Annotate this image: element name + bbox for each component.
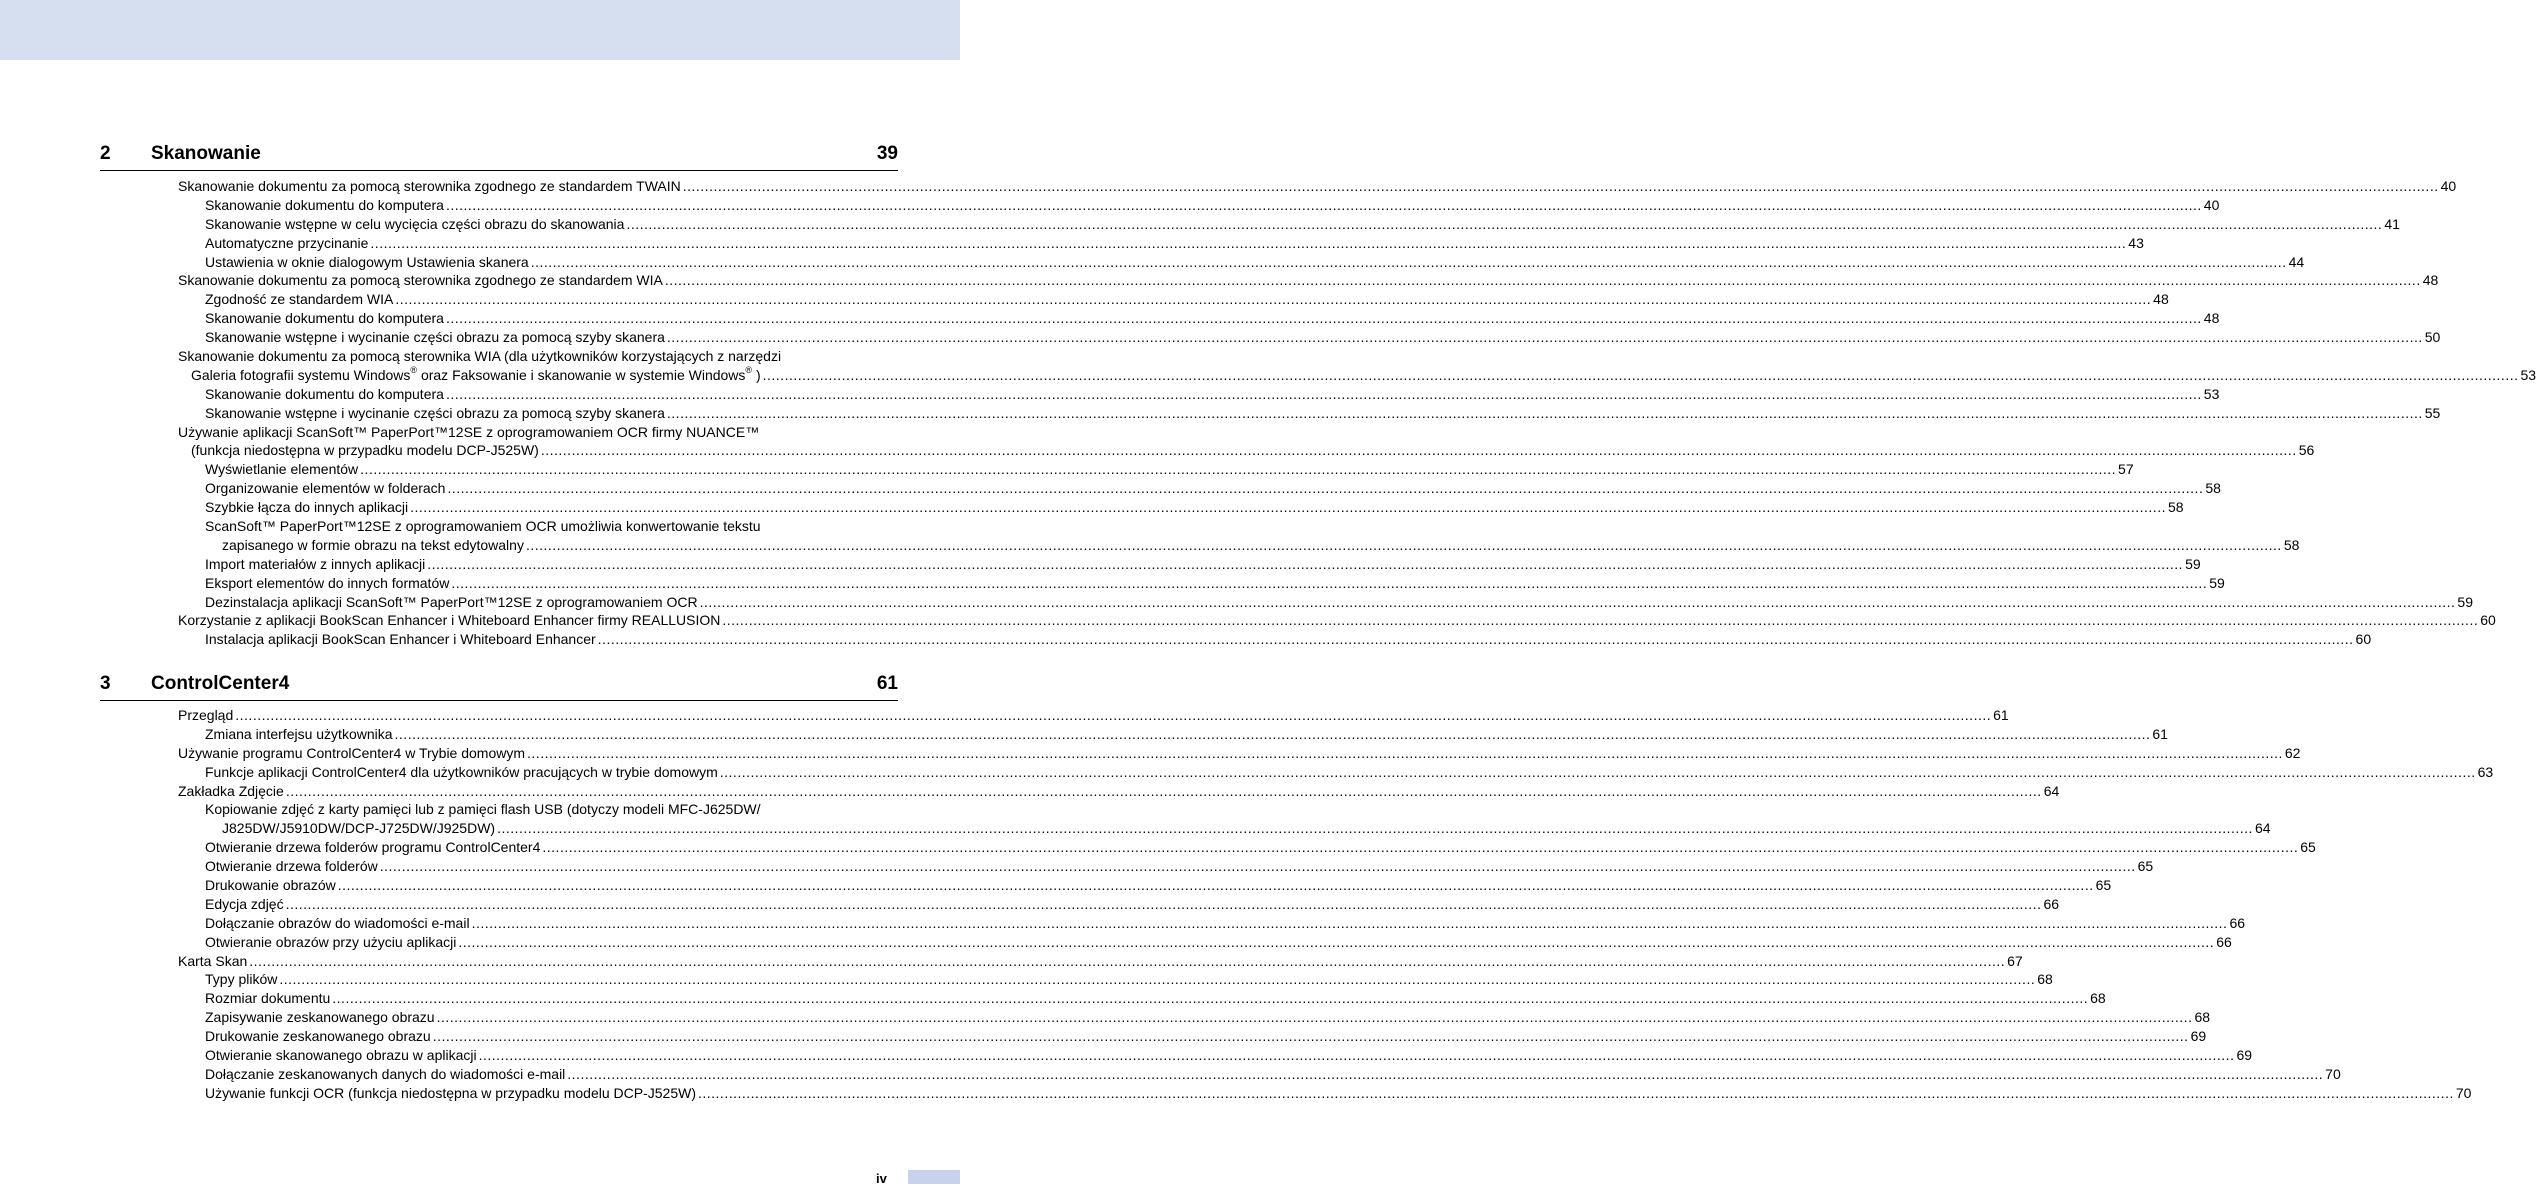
toc-entry[interactable] bbox=[0, 215, 2400, 234]
toc-entry-title: Drukowanie zeskanowanego obrazu bbox=[205, 1028, 431, 1045]
dot-leader: ................................................................................................................................................................................................................................................................................................................................................................................................................ bbox=[436, 1009, 2193, 1026]
dot-leader: ................................................................................................................................................................................................................................................................................................................................................................................................................ bbox=[285, 782, 2042, 799]
toc-entry[interactable] bbox=[0, 1065, 2341, 1084]
toc-entry-text: ) bbox=[752, 366, 761, 383]
toc-entry-page: 65 bbox=[2137, 858, 2154, 875]
toc-entry-page: 59 bbox=[2457, 593, 2473, 610]
toc-entry-page: 53 bbox=[2203, 385, 2220, 402]
dot-leader: ................................................................................................................................................................................................................................................................................................................................................................................................................ bbox=[447, 480, 2204, 497]
toc-entry-title: J825DW/J5910DW/DCP-J725DW/J925DW) bbox=[222, 820, 496, 837]
dot-leader: ................................................................................................................................................................................................................................................................................................................................................................................................................ bbox=[279, 971, 2036, 988]
toc-entry-text: oraz Faksowanie i skanowanie w systemie Windows bbox=[417, 366, 746, 383]
dot-leader: ................................................................................................................................................................................................................................................................................................................................................................................................................ bbox=[597, 631, 2354, 648]
toc-entry-page: 48 bbox=[2203, 310, 2220, 327]
dot-leader: ................................................................................................................................................................................................................................................................................................................................................................................................................ bbox=[540, 442, 2297, 459]
toc-entry-title: Funkcje aplikacji ControlCenter4 dla użytkowników pracujących w trybie domowym bbox=[205, 763, 718, 780]
toc-entry[interactable] bbox=[0, 328, 2441, 347]
chapter-title: Skanowanie bbox=[151, 143, 261, 164]
toc-entry-title: Dołączanie zeskanowanych danych do wiadomości e-mail bbox=[205, 1065, 566, 1082]
toc-entry-title: Używanie programu ControlCenter4 w Trybie domowym bbox=[178, 744, 526, 761]
toc-entry[interactable] bbox=[0, 1027, 2207, 1046]
dot-leader: ................................................................................................................................................................................................................................................................................................................................................................................................................ bbox=[626, 215, 2383, 232]
toc-entry-page: 66 bbox=[2043, 895, 2060, 912]
chapter-heading[interactable] bbox=[100, 672, 898, 696]
toc-entry[interactable] bbox=[0, 800, 898, 819]
toc-entry[interactable] bbox=[0, 196, 2220, 215]
toc-entry[interactable] bbox=[0, 933, 2232, 952]
toc-entry[interactable] bbox=[0, 555, 2201, 574]
toc-entry-page: 68 bbox=[2037, 971, 2053, 988]
toc-entry-page: 41 bbox=[2384, 215, 2400, 232]
toc-entry-page: 59 bbox=[2209, 574, 2225, 591]
chapter-rule bbox=[100, 170, 898, 171]
toc-entry-title: zapisanego w formie obrazu na tekst edytowalny bbox=[222, 536, 524, 553]
dot-leader: ................................................................................................................................................................................................................................................................................................................................................................................................................ bbox=[458, 933, 2215, 950]
toc-entry-page: 61 bbox=[1993, 706, 2009, 723]
toc-entry[interactable] bbox=[0, 498, 2184, 517]
toc-entry[interactable] bbox=[0, 970, 2053, 989]
toc-entry[interactable] bbox=[0, 365, 2536, 385]
dot-leader: ................................................................................................................................................................................................................................................................................................................................................................................................................ bbox=[451, 574, 2208, 591]
toc-entry[interactable] bbox=[0, 404, 2441, 423]
toc-entry-page: 40 bbox=[2203, 196, 2220, 213]
toc-entry[interactable] bbox=[0, 725, 2168, 744]
toc-entry-title: Wyświetlanie elementów bbox=[205, 461, 359, 478]
toc-entry[interactable] bbox=[0, 1008, 2211, 1027]
toc-entry-title: Dezinstalacja aplikacji ScanSoft™ PaperPort™12SE z oprogramowaniem OCR bbox=[205, 593, 698, 610]
toc-entry-page: 60 bbox=[2355, 631, 2372, 648]
dot-leader: ................................................................................................................................................................................................................................................................................................................................................................................................................ bbox=[445, 196, 2202, 213]
dot-leader: ................................................................................................................................................................................................................................................................................................................................................................................................................ bbox=[567, 1065, 2324, 1082]
toc-entry-title: Skanowanie wstępne w celu wycięcia części obrazu do skanowania bbox=[205, 215, 625, 232]
toc-entry[interactable] bbox=[0, 423, 898, 442]
toc-entry-title: (funkcja niedostępna w przypadku modelu DCP-J525W) bbox=[191, 442, 539, 459]
toc-entry-title: Otwieranie drzewa folderów programu ControlCenter4 bbox=[205, 839, 541, 856]
toc-entry-title: Kopiowanie zdjęć z karty pamięci lub z pamięci flash USB (dotyczy modeli MFC-J625DW/ bbox=[205, 801, 761, 818]
toc-entry-title: Eksport elementów do innych formatów bbox=[205, 574, 450, 591]
toc-entry-title: ScanSoft™ PaperPort™12SE z oprogramowaniem OCR umożliwia konwertowanie tekstu bbox=[205, 518, 761, 535]
toc-entry[interactable] bbox=[0, 876, 2112, 895]
toc-entry-page: 63 bbox=[2477, 763, 2494, 780]
toc-entry-title: Otwieranie obrazów przy użyciu aplikacji bbox=[205, 933, 457, 950]
toc-entry-page: 55 bbox=[2424, 404, 2441, 421]
toc-entry-title: Automatyczne przycinanie bbox=[205, 234, 369, 251]
toc-entry[interactable] bbox=[0, 234, 2144, 253]
toc-entry-title: Karta Skan bbox=[178, 952, 248, 969]
toc-entry[interactable] bbox=[0, 177, 2457, 196]
chapter-number: 2 bbox=[100, 143, 111, 164]
toc-entry[interactable] bbox=[0, 763, 2494, 782]
toc-entry[interactable] bbox=[0, 253, 2305, 272]
toc-entry-page: 65 bbox=[2095, 877, 2112, 893]
toc-entry[interactable] bbox=[0, 441, 2315, 460]
dot-leader: ................................................................................................................................................................................................................................................................................................................................................................................................................ bbox=[762, 366, 2519, 383]
toc-entry-page: 48 bbox=[2153, 291, 2169, 308]
toc-entry-title: Skanowanie dokumentu za pomocą sterownika zgodnego ze standardem WIA bbox=[178, 272, 663, 289]
toc-entry-page: 43 bbox=[2128, 234, 2144, 251]
dot-leader: ................................................................................................................................................................................................................................................................................................................................................................................................................ bbox=[395, 291, 2152, 308]
dot-leader: ................................................................................................................................................................................................................................................................................................................................................................................................................ bbox=[445, 310, 2202, 327]
chapter-heading[interactable] bbox=[100, 142, 898, 166]
toc-entry-page: 66 bbox=[2229, 914, 2246, 931]
dot-leader: ................................................................................................................................................................................................................................................................................................................................................................................................................ bbox=[445, 385, 2202, 402]
dot-leader: ................................................................................................................................................................................................................................................................................................................................................................................................................ bbox=[394, 725, 2151, 742]
dot-leader: ................................................................................................................................................................................................................................................................................................................................................................................................................ bbox=[525, 536, 2282, 553]
toc-entry-title: Korzystanie z aplikacji BookScan Enhancer i Whiteboard Enhancer firmy REALLUSION bbox=[178, 612, 721, 629]
dot-leader: ................................................................................................................................................................................................................................................................................................................................................................................................................ bbox=[370, 234, 2127, 251]
toc-entry-page: 65 bbox=[2300, 839, 2316, 856]
toc-entry-page: 68 bbox=[2090, 990, 2106, 1007]
dot-leader: ................................................................................................................................................................................................................................................................................................................................................................................................................ bbox=[497, 820, 2253, 837]
toc-entry[interactable] bbox=[0, 989, 2106, 1008]
toc-entry-page: 66 bbox=[2216, 933, 2232, 950]
toc-entry-title: Zgodność ze standardem WIA bbox=[205, 291, 394, 308]
toc-entry-title: Skanowanie dokumentu do komputera bbox=[205, 196, 444, 213]
dot-leader: ................................................................................................................................................................................................................................................................................................................................................................................................................ bbox=[527, 744, 2283, 761]
toc-entry[interactable] bbox=[0, 630, 2372, 649]
registered-mark: ® bbox=[745, 365, 753, 376]
toc-entry[interactable] bbox=[0, 574, 2225, 593]
toc-entry-page: 57 bbox=[2118, 461, 2134, 478]
toc-entry-page: 61 bbox=[2152, 725, 2168, 742]
dot-leader: ................................................................................................................................................................................................................................................................................................................................................................................................................ bbox=[666, 329, 2423, 346]
footer-band bbox=[908, 1170, 960, 1184]
toc-entry[interactable] bbox=[0, 895, 2060, 914]
dot-leader: ................................................................................................................................................................................................................................................................................................................................................................................................................ bbox=[682, 177, 2439, 194]
toc-entry-title: Rozmiar dokumentu bbox=[205, 990, 331, 1007]
dot-leader: ................................................................................................................................................................................................................................................................................................................................................................................................................ bbox=[664, 272, 2421, 289]
toc-entry-page: 62 bbox=[2284, 744, 2301, 761]
toc-entry-page: 69 bbox=[2236, 1047, 2253, 1064]
toc-entry-page: 58 bbox=[2167, 499, 2184, 516]
toc-entry-title: Otwieranie skanowanego obrazu w aplikacji bbox=[205, 1047, 477, 1064]
toc-entry[interactable] bbox=[0, 385, 2220, 404]
chapter-title: ControlCenter4 bbox=[151, 673, 290, 694]
toc-entry-title: Skanowanie dokumentu do komputera bbox=[205, 385, 444, 402]
toc-entry-page: 64 bbox=[2043, 782, 2060, 799]
toc-entry-title: Skanowanie wstępne i wycinanie części obrazu za pomocą szyby skanera bbox=[205, 404, 665, 421]
toc-entry[interactable] bbox=[0, 838, 2316, 857]
dot-leader: ................................................................................................................................................................................................................................................................................................................................................................................................................ bbox=[471, 914, 2228, 931]
chapter-number: 3 bbox=[100, 673, 111, 694]
dot-leader: ................................................................................................................................................................................................................................................................................................................................................................................................................ bbox=[666, 404, 2423, 421]
toc-entry[interactable] bbox=[0, 744, 2301, 763]
toc-entry-page: 70 bbox=[2455, 1084, 2472, 1101]
dot-leader: ................................................................................................................................................................................................................................................................................................................................................................................................................ bbox=[697, 1084, 2454, 1101]
toc-entry-title: Zakładka Zdjęcie bbox=[178, 782, 284, 799]
toc-entry-page: 59 bbox=[2185, 555, 2201, 572]
toc-entry[interactable] bbox=[0, 914, 2246, 933]
toc-entry-text: Galeria fotografii systemu Windows bbox=[191, 366, 411, 383]
dot-leader: ................................................................................................................................................................................................................................................................................................................................................................................................................ bbox=[722, 612, 2479, 629]
toc-entry-title: Skanowanie wstępne i wycinanie części obrazu za pomocą szyby skanera bbox=[205, 329, 665, 346]
toc-entry[interactable] bbox=[0, 1046, 2253, 1065]
toc-entry-page: 69 bbox=[2190, 1028, 2207, 1045]
toc-entry-page: 53 bbox=[2520, 366, 2536, 383]
toc-entry-title: Skanowanie dokumentu za pomocą sterownika WIA (dla użytkowników korzystających z narzędzi bbox=[178, 348, 782, 364]
toc-entry-page: 58 bbox=[2205, 480, 2221, 497]
toc-entry-title: Otwieranie drzewa folderów bbox=[205, 858, 378, 875]
toc-entry-page: 56 bbox=[2298, 442, 2315, 459]
dot-leader: ................................................................................................................................................................................................................................................................................................................................................................................................................ bbox=[332, 990, 2089, 1007]
toc-entry[interactable] bbox=[0, 593, 2473, 612]
toc-entry[interactable] bbox=[0, 706, 2009, 725]
toc-entry[interactable] bbox=[0, 952, 2023, 971]
toc-entry-page: 48 bbox=[2422, 272, 2439, 289]
toc-entry-title: Zapisywanie zeskanowanego obrazu bbox=[205, 1009, 435, 1026]
dot-leader: ................................................................................................................................................................................................................................................................................................................................................................................................................ bbox=[235, 706, 1992, 723]
toc-entry-title: Dołączanie obrazów do wiadomości e-mail bbox=[205, 914, 470, 931]
chapter-page: 39 bbox=[876, 143, 898, 164]
dot-leader: ................................................................................................................................................................................................................................................................................................................................................................................................................ bbox=[360, 461, 2117, 478]
toc-entry[interactable] bbox=[0, 517, 898, 536]
toc-entry-title: Szybkie łącza do innych aplikacji bbox=[205, 499, 409, 516]
toc-entry-page: 67 bbox=[2007, 952, 2023, 969]
toc-entry-page: 50 bbox=[2424, 329, 2441, 346]
toc-entry-page: 70 bbox=[2325, 1065, 2341, 1082]
dot-leader: ................................................................................................................................................................................................................................................................................................................................................................................................................ bbox=[379, 858, 2136, 875]
toc-entry-title: Organizowanie elementów w folderach bbox=[205, 480, 446, 497]
toc-entry[interactable] bbox=[0, 479, 2221, 498]
toc-entry-page: 44 bbox=[2288, 253, 2305, 270]
toc-entry-title: Typy plików bbox=[205, 971, 278, 988]
toc-entry-title: Edycja zdjęć bbox=[205, 895, 284, 912]
dot-leader: ................................................................................................................................................................................................................................................................................................................................................................................................................ bbox=[542, 839, 2299, 856]
dot-leader: ................................................................................................................................................................................................................................................................................................................................................................................................................ bbox=[478, 1047, 2235, 1064]
toc-list bbox=[0, 177, 2536, 649]
toc-entry[interactable] bbox=[0, 819, 2271, 838]
toc-list bbox=[0, 706, 2494, 1103]
toc-entry[interactable] bbox=[0, 782, 2060, 801]
toc-entry[interactable] bbox=[0, 347, 898, 366]
toc-entry-title: Zmiana interfejsu użytkownika bbox=[205, 725, 393, 742]
dot-leader: ................................................................................................................................................................................................................................................................................................................................................................................................................ bbox=[699, 593, 2456, 610]
toc-entry[interactable] bbox=[0, 271, 2439, 290]
toc-entry-title: Ustawienia w oknie dialogowym Ustawienia skanera bbox=[205, 253, 529, 270]
toc-entry-title: Używanie aplikacji ScanSoft™ PaperPort™12SE z oprogramowaniem OCR firmy NUANCE™ bbox=[178, 423, 760, 440]
toc-entry-title bbox=[191, 366, 761, 385]
dot-leader: ................................................................................................................................................................................................................................................................................................................................................................................................................ bbox=[432, 1028, 2189, 1045]
registered-mark: ® bbox=[410, 365, 418, 376]
toc-entry-page: 40 bbox=[2440, 177, 2457, 194]
chapter-page: 61 bbox=[876, 673, 898, 694]
toc-entry-page: 58 bbox=[2283, 536, 2300, 553]
toc-entry[interactable] bbox=[0, 290, 2169, 309]
toc-entry-title: Skanowanie dokumentu za pomocą sterownika zgodnego ze standardem TWAIN bbox=[178, 177, 681, 194]
toc-entry[interactable] bbox=[0, 611, 2496, 630]
dot-leader: ................................................................................................................................................................................................................................................................................................................................................................................................................ bbox=[285, 895, 2042, 912]
toc-entry-title: Drukowanie obrazów bbox=[205, 877, 336, 893]
toc-entry-title: Przegląd bbox=[178, 706, 234, 723]
dot-leader: ................................................................................................................................................................................................................................................................................................................................................................................................................ bbox=[337, 877, 2094, 893]
toc-entry-page: 64 bbox=[2254, 820, 2271, 837]
toc-entry[interactable] bbox=[0, 460, 2134, 479]
page-number: iv bbox=[876, 1171, 887, 1186]
dot-leader: ................................................................................................................................................................................................................................................................................................................................................................................................................ bbox=[410, 499, 2166, 516]
toc-entry[interactable] bbox=[0, 309, 2220, 328]
header-band bbox=[0, 0, 960, 60]
toc-entry[interactable] bbox=[0, 536, 2300, 555]
dot-leader: ................................................................................................................................................................................................................................................................................................................................................................................................................ bbox=[530, 253, 2287, 270]
dot-leader: ................................................................................................................................................................................................................................................................................................................................................................................................................ bbox=[427, 555, 2184, 572]
toc-entry-page: 60 bbox=[2480, 612, 2496, 629]
toc-entry[interactable] bbox=[0, 1084, 2472, 1103]
toc-entry-title: Skanowanie dokumentu do komputera bbox=[205, 310, 444, 327]
toc-entry-title: Instalacja aplikacji BookScan Enhancer i Whiteboard Enhancer bbox=[205, 631, 596, 648]
toc-entry-title: Używanie funkcji OCR (funkcja niedostępna w przypadku modelu DCP-J525W) bbox=[205, 1084, 696, 1101]
toc-entry[interactable] bbox=[0, 857, 2154, 876]
toc-entry-title: Import materiałów z innych aplikacji bbox=[205, 555, 426, 572]
toc-entry-page: 68 bbox=[2194, 1009, 2211, 1026]
chapter-rule bbox=[100, 700, 898, 701]
dot-leader: ................................................................................................................................................................................................................................................................................................................................................................................................................ bbox=[719, 763, 2476, 780]
dot-leader: ................................................................................................................................................................................................................................................................................................................................................................................................................ bbox=[249, 952, 2006, 969]
